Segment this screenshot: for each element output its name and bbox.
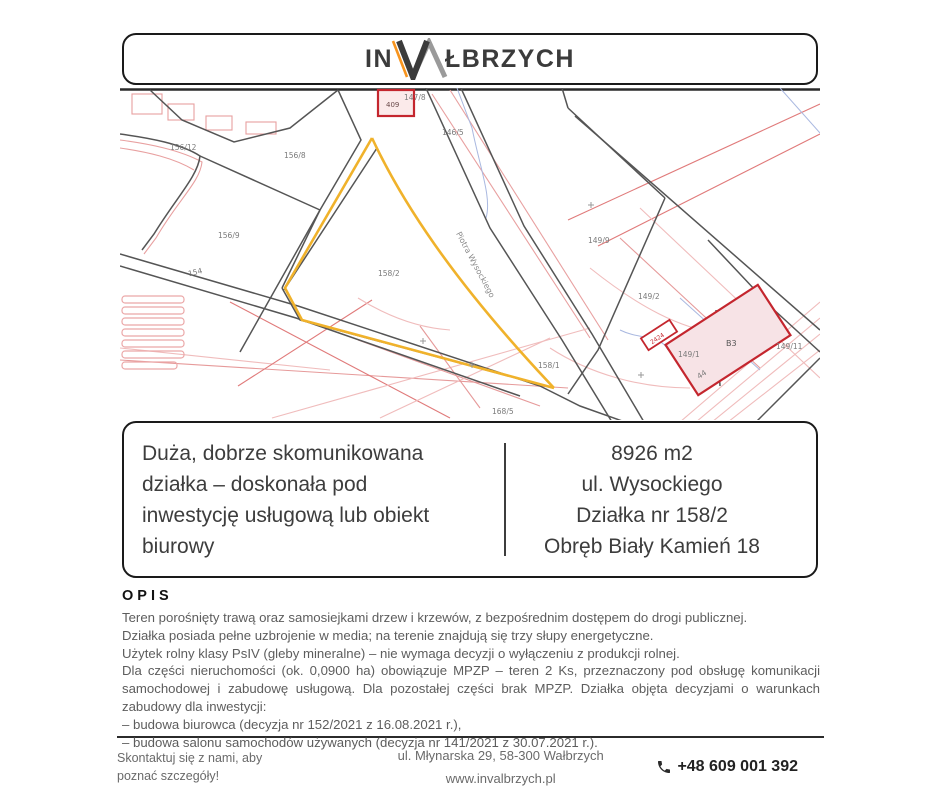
parcel-label: 147/8 (404, 93, 426, 102)
logo-va-monogram-icon (390, 38, 448, 80)
building-label-b3: B3 (726, 339, 737, 348)
description-section (122, 588, 820, 751)
detail-street: ul. Wysockiego (581, 472, 723, 496)
parcel-label: 168/5 (492, 407, 514, 416)
headline-line: biurowy (142, 534, 215, 558)
description-bullet: – budowa salonu samochodów używanych (decyzja nr 141/2021 z 30.07.2021 r.). (122, 734, 598, 750)
description-bullet: – budowa biurowca (decyzja nr 152/2021 z 16.08.2021 r.), (122, 716, 462, 732)
parcel-label: 156/8 (284, 151, 306, 160)
description-line: Użytek rolny klasy PsIV (gleby mineralne) – nie wymaga decyzji o wyłączeniu z produkcji rolnej. (122, 645, 680, 661)
street-name-label: Piotra Wysockiego (454, 230, 497, 300)
footer-cta (117, 749, 345, 785)
map-buildings (378, 90, 790, 395)
map-garage-rows (122, 296, 184, 369)
logo-text-right: ŁBRZYCH (445, 44, 575, 73)
footer-phone[interactable] (656, 758, 798, 776)
description-title: OPIS (122, 588, 173, 604)
property-headline (142, 439, 504, 560)
parcel-label: 149/9 (588, 236, 610, 245)
detail-area: 8926 m2 (611, 441, 693, 465)
footer-website[interactable]: www.invalbrzych.pl (445, 770, 556, 786)
building-label-44: 44 (695, 368, 709, 381)
map-survey-marks (420, 202, 644, 378)
description-line: Działka posiada pełne uzbrojenie w media; na terenie znajdują się trzy słupy energetyczne. (122, 627, 654, 643)
building-label-2424: 2424 (649, 331, 666, 347)
parcel-label: 146/5 (442, 128, 464, 137)
footer-address: ul. Młynarska 29, 58-300 Wałbrzych (397, 747, 604, 763)
header-card (122, 33, 818, 85)
headline-line: działka – doskonała pod (142, 472, 368, 496)
parcel-label: 149/1 (678, 350, 700, 359)
detail-parcel-number: Działka nr 158/2 (576, 503, 728, 527)
description-line: Teren porośnięty trawą oraz samosiejkami drzew i krzewów, z bezpośrednim dostępem do drogi publicznej. (122, 610, 748, 625)
footer-cta-line1: Skontaktuj się z nami, aby (117, 750, 263, 765)
property-details (506, 439, 798, 560)
detail-district: Obręb Biały Kamień 18 (544, 534, 760, 558)
brand-logo (365, 38, 575, 80)
parcel-label: 158/1 (538, 361, 560, 370)
highlighted-parcel-outline (285, 138, 554, 388)
property-info-card (122, 421, 818, 578)
road-label: 154 (187, 266, 204, 279)
parcel-label-158-2: 158/2 (378, 269, 400, 278)
building-label-409: 409 (386, 101, 400, 109)
headline-line: Duża, dobrze skomunikowana (142, 441, 424, 465)
logo-text-left: IN (365, 44, 394, 73)
footer-phone-number: +48 609 001 392 (677, 757, 798, 775)
description-line: Dla części nieruchomości (ok. 0,0900 ha) obowiązuje MPZP – teren 2 Ks, przeznaczony pod obsługę komunikacji samochodowej i zabudowę usługową. Dla pozostałej części brak MPZP. Działka objęta decyzjami o warunkach zabudowy dla inwestycji: (122, 663, 820, 714)
parcel-label: 149/11 (776, 342, 803, 351)
parcel-label: 149/2 (638, 292, 660, 301)
parcel-label: 156/12 (170, 143, 197, 152)
cadastral-map-svg (120, 88, 820, 420)
phone-icon (656, 759, 672, 775)
headline-line: inwestycję usługową lub obiekt (142, 503, 430, 527)
footer (117, 745, 824, 788)
cadastral-map (120, 88, 820, 420)
footer-cta-line2: poznać szczegóły! (117, 768, 220, 783)
parcel-label: 156/9 (218, 231, 240, 240)
